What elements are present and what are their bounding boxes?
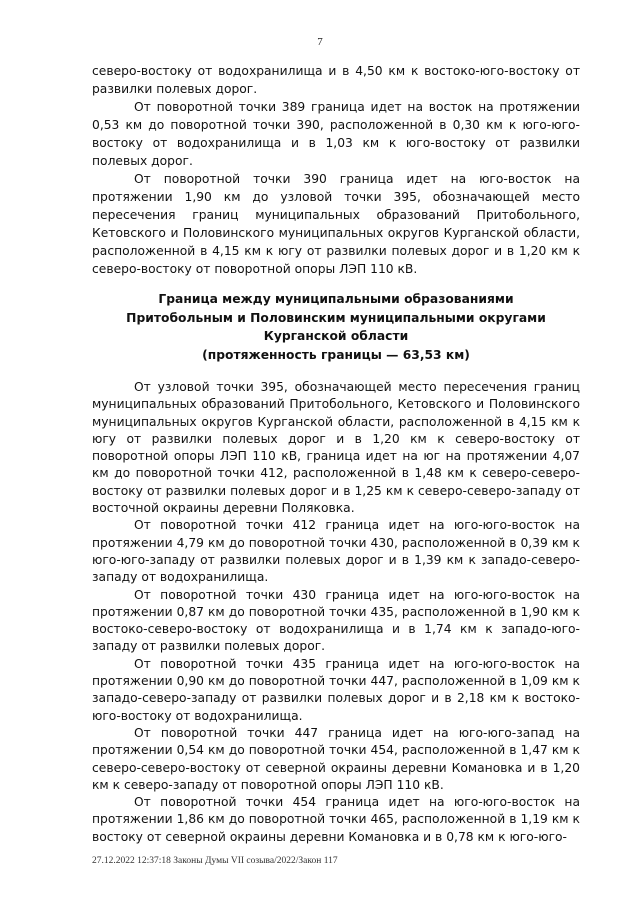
paragraph: От поворотной точки 390 граница идет на юго-восток на протяжении 1,90 км до узловой точки 395, обозначающей место пересечения границ муниципальных образований Притобольного, Кетовского и Половинского муниципальных округов Курганской области, расположенной в 4,15 км к югу от развилки полевых дорог и в 1,20 км к северо-востоку от поворотной опоры ЛЭП 110 кВ. (92, 172, 580, 276)
page-number: 7 (317, 36, 323, 48)
heading-line: Курганской области (263, 329, 409, 343)
heading-line: Граница между муниципальными образованиями (158, 292, 514, 306)
body-text-bottom (92, 379, 580, 846)
section-heading (92, 290, 580, 364)
heading-line: Притобольным и Половинским муниципальными округами (126, 310, 546, 325)
paragraph: От поворотной точки 389 граница идет на восток на протяжении 0,53 км до поворотной точки 390, расположенной в 0,30 км к юго-юго-востоку от водохранилища и в 1,03 км к юго-востоку от развилки полевых дорог. (92, 100, 580, 168)
continuation-paragraph: северо-востоку от водохранилища и в 4,50 км к востоко-юго-востоку от развилки полевых дорог. (92, 64, 580, 96)
heading-line: (протяженность границы — 63,53 км) (202, 347, 470, 362)
paragraph: От поворотной точки 412 граница идет на юго-юго-восток на протяжении 4,79 км до поворотной точки 430, расположенной в 0,39 км к юго-юго-западу от развилки полевых дорог и в 1,39 км к западо-северо-западу от водохранилища. (92, 518, 580, 585)
paragraph: От поворотной точки 454 граница идет на юго-юго-восток на протяжении 1,86 км до поворотной точки 465, расположенной в 1,19 км к востоку от северной окраины деревни Комановка и в 0,78 км к юго-юго- (92, 795, 580, 844)
paragraph: От поворотной точки 430 граница идет на юго-юго-восток на протяжении 0,87 км до поворотной точки 435, расположенной в 1,90 км к востоко-северо-востоку от водохранилища и в 1,74 км к западо-юго-западу от развилки полевых дорог. (92, 587, 580, 654)
body-text-top (92, 62, 580, 278)
paragraph: От узловой точки 395, обозначающей место пересечения границ муниципальных образований Притобольного, Кетовского и Половинского муниципальных округов Курганской области, расположенной в 4,15 км к югу от развилки полевых дорог и в 1,20 км к северо-востоку от поворотной опоры ЛЭП 110 кВ, граница идет на юг на протяжении 4,07 км до поворотной точки 412, расположенной в 1,48 км к северо-северо-востоку от развилки полевых дорог и в 1,25 км к северо-северо-западу от восточной окраины деревни Поляковка. (92, 380, 580, 516)
footer-stamp: 27.12.2022 12:37:18 Законы Думы VII созыва/2022/Закон 117 (92, 856, 338, 866)
paragraph: От поворотной точки 447 граница идет на юго-юго-запад на протяжении 0,54 км до поворотной точки 454, расположенной в 1,47 км к северо-северо-востоку от северной окраины деревни Комановка и в 1,20 км к северо-западу от поворотной опоры ЛЭП 110 кВ. (92, 725, 580, 792)
paragraph: От поворотной точки 435 граница идет на юго-юго-восток на протяжении 0,90 км до поворотной точки 447, расположенной в 1,09 км к западо-северо-западу от развилки полевых дорог и в 2,18 км к востоко-юго-востоку от водохранилища. (92, 656, 580, 723)
